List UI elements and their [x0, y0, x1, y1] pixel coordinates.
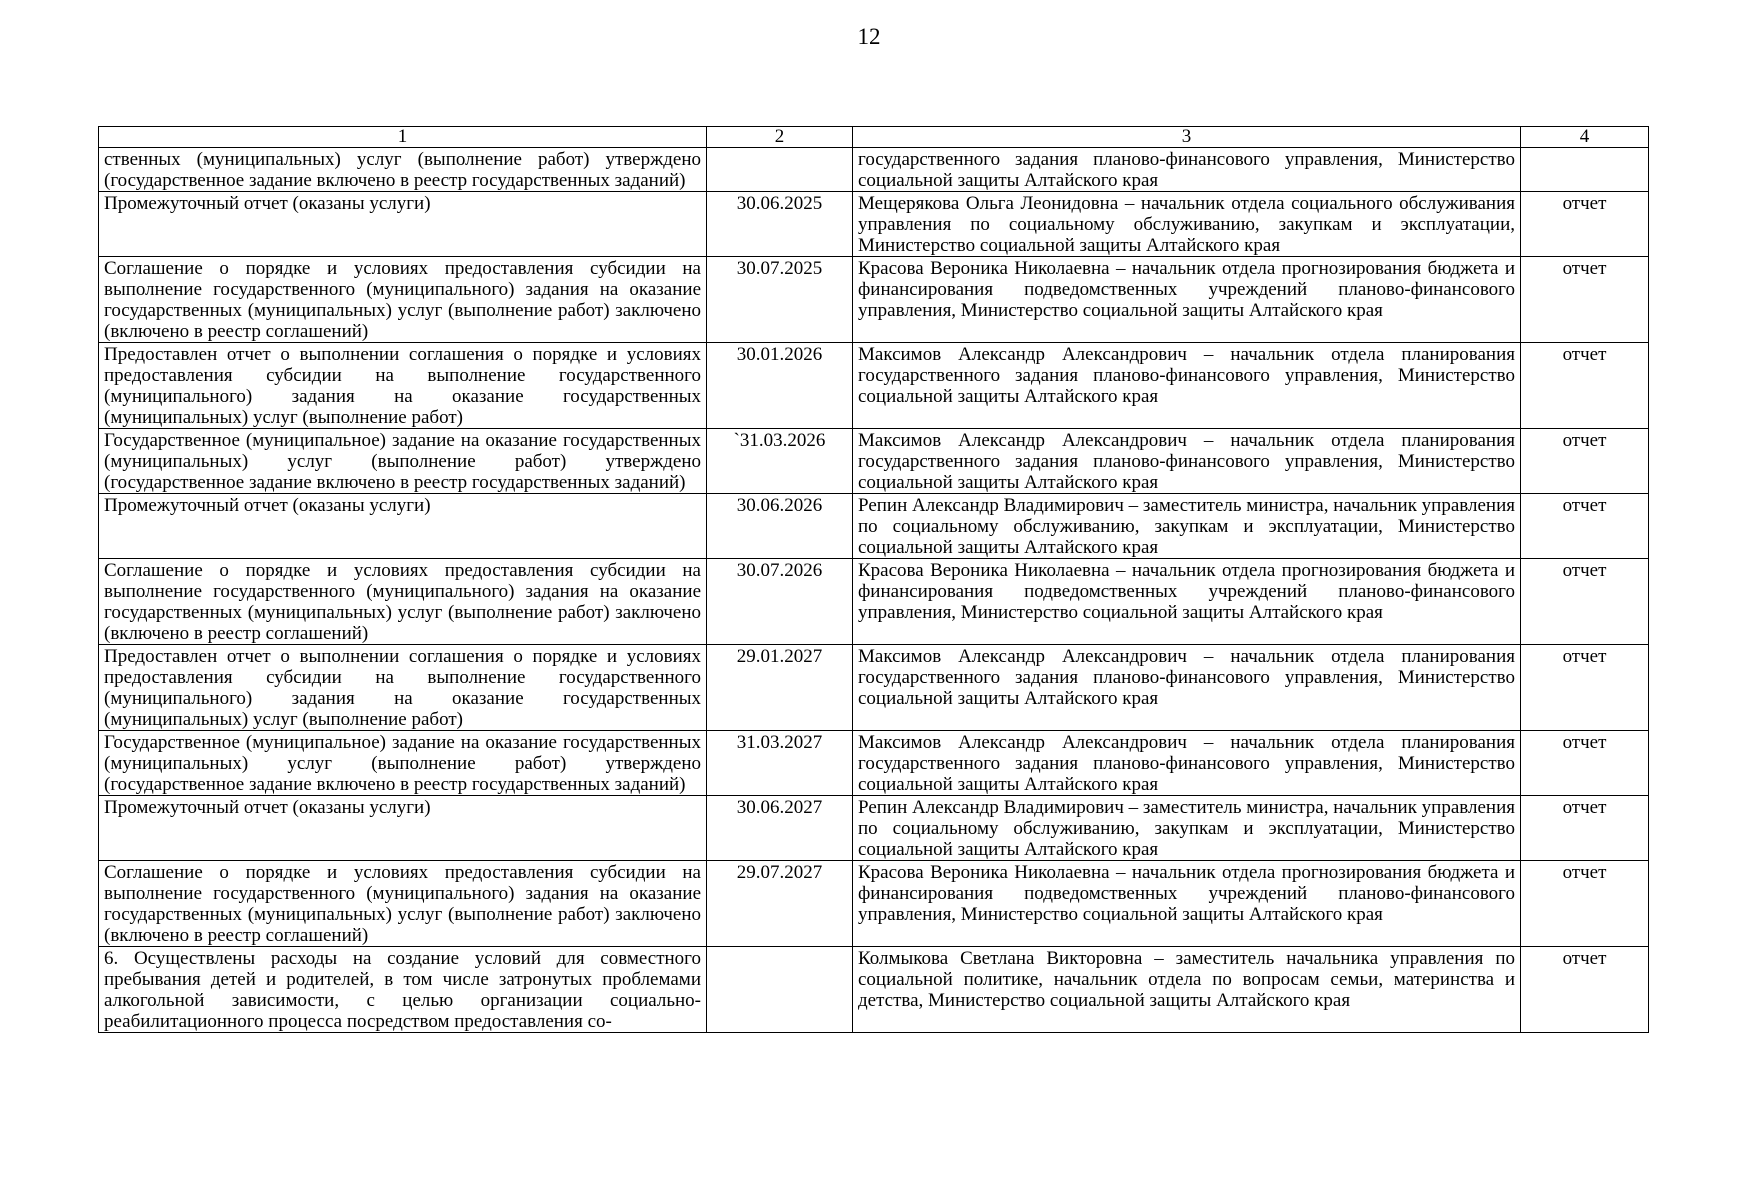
table-row	[99, 494, 1649, 559]
table-row	[99, 148, 1649, 192]
responsible-cell: Максимов Александр Александрович – начальник отдела планирования государственного задания планово-финансового управления, Министерство социальной защиты Алтайского края	[853, 645, 1521, 731]
date-cell: 30.06.2025	[707, 192, 853, 257]
event-cell: Соглашение о порядке и условиях предоставления субсидии на выполнение государственного (муниципального) задания на оказание государственных (муниципальных) услуг (выполнение работ) заключено (включено в реестр соглашений)	[99, 257, 707, 343]
document-cell: отчет	[1521, 861, 1649, 947]
event-cell: Промежуточный отчет (оказаны услуги)	[99, 494, 707, 559]
date-cell: 30.07.2026	[707, 559, 853, 645]
event-cell: Промежуточный отчет (оказаны услуги)	[99, 796, 707, 861]
document-cell: отчет	[1521, 494, 1649, 559]
event-cell: Соглашение о порядке и условиях предоставления субсидии на выполнение государственного (муниципального) задания на оказание государственных (муниципальных) услуг (выполнение работ) заключено (включено в реестр соглашений)	[99, 559, 707, 645]
event-cell: Промежуточный отчет (оказаны услуги)	[99, 192, 707, 257]
table-row	[99, 947, 1649, 1033]
responsible-cell: Максимов Александр Александрович – начальник отдела планирования государственного задания планово-финансового управления, Министерство социальной защиты Алтайского края	[853, 429, 1521, 494]
table-row	[99, 559, 1649, 645]
responsible-cell: Репин Александр Владимирович – заместитель министра, начальник управления по социальному обслуживанию, закупкам и эксплуатации, Министерство социальной защиты Алтайского края	[853, 494, 1521, 559]
responsible-cell: Максимов Александр Александрович – начальник отдела планирования государственного задания планово-финансового управления, Министерство социальной защиты Алтайского края	[853, 731, 1521, 796]
column-number-2: 2	[707, 127, 853, 148]
event-cell: Соглашение о порядке и условиях предоставления субсидии на выполнение государственного (муниципального) задания на оказание государственных (муниципальных) услуг (выполнение работ) заключено (включено в реестр соглашений)	[99, 861, 707, 947]
document-cell: отчет	[1521, 947, 1649, 1033]
date-cell	[707, 947, 853, 1033]
table-row	[99, 192, 1649, 257]
table-row	[99, 343, 1649, 429]
event-cell: Государственное (муниципальное) задание на оказание государственных (муниципальных) услуг (выполнение работ) утверждено (государственное задание включено в реестр государственных заданий)	[99, 429, 707, 494]
event-cell: Предоставлен отчет о выполнении соглашения о порядке и условиях предоставления субсидии на выполнение государственного (муниципального) задания на оказание государственных (муниципальных) услуг (выполнение работ)	[99, 645, 707, 731]
responsible-cell: Мещерякова Ольга Леонидовна – начальник отдела социального обслуживания управления по социальному обслуживанию, закупкам и эксплуатации, Министерство социальной защиты Алтайского края	[853, 192, 1521, 257]
table-row	[99, 796, 1649, 861]
event-cell: Государственное (муниципальное) задание на оказание государственных (муниципальных) услуг (выполнение работ) утверждено (государственное задание включено в реестр государственных заданий)	[99, 731, 707, 796]
responsible-cell: Красова Вероника Николаевна – начальник отдела прогнозирования бюджета и финансирования подведомственных учреждений планово-финансового управления, Министерство социальной защиты Алтайского края	[853, 559, 1521, 645]
column-number-4: 4	[1521, 127, 1649, 148]
table-row	[99, 731, 1649, 796]
event-cell: ственных (муниципальных) услуг (выполнение работ) утверждено (государственное задание включено в реестр государственных заданий)	[99, 148, 707, 192]
page-number: 12	[857, 24, 881, 49]
table-body	[99, 148, 1649, 1033]
date-cell: 30.06.2026	[707, 494, 853, 559]
column-number-1: 1	[99, 127, 707, 148]
document-cell	[1521, 148, 1649, 192]
document-cell: отчет	[1521, 429, 1649, 494]
date-cell: 29.07.2027	[707, 861, 853, 947]
responsible-cell: Максимов Александр Александрович – начальник отдела планирования государственного задания планово-финансового управления, Министерство социальной защиты Алтайского края	[853, 343, 1521, 429]
date-cell	[707, 148, 853, 192]
responsible-cell: государственного задания планово-финансового управления, Министерство социальной защиты Алтайского края	[853, 148, 1521, 192]
document-cell: отчет	[1521, 645, 1649, 731]
plan-table	[98, 126, 1649, 1033]
column-number-3: 3	[853, 127, 1521, 148]
date-cell: `31.03.2026	[707, 429, 853, 494]
column-number-row	[99, 127, 1649, 148]
document-cell: отчет	[1521, 796, 1649, 861]
document-cell: отчет	[1521, 192, 1649, 257]
document-cell: отчет	[1521, 731, 1649, 796]
document-cell: отчет	[1521, 343, 1649, 429]
table-row	[99, 257, 1649, 343]
table-row	[99, 429, 1649, 494]
date-cell: 29.01.2027	[707, 645, 853, 731]
event-cell: Предоставлен отчет о выполнении соглашения о порядке и условиях предоставления субсидии на выполнение государственного (муниципального) задания на оказание государственных (муниципальных) услуг (выполнение работ)	[99, 343, 707, 429]
date-cell: 30.01.2026	[707, 343, 853, 429]
date-cell: 30.06.2027	[707, 796, 853, 861]
date-cell: 31.03.2027	[707, 731, 853, 796]
table-row	[99, 861, 1649, 947]
document-cell: отчет	[1521, 559, 1649, 645]
responsible-cell: Красова Вероника Николаевна – начальник отдела прогнозирования бюджета и финансирования подведомственных учреждений планово-финансового управления, Министерство социальной защиты Алтайского края	[853, 861, 1521, 947]
responsible-cell: Красова Вероника Николаевна – начальник отдела прогнозирования бюджета и финансирования подведомственных учреждений планово-финансового управления, Министерство социальной защиты Алтайского края	[853, 257, 1521, 343]
document-cell: отчет	[1521, 257, 1649, 343]
event-cell: 6. Осуществлены расходы на создание условий для совместного пребывания детей и родителей, в том числе затронутых проблемами алкогольной зависимости, с целью организации социально-реабилитационного процесса посредством предоставления со-	[99, 947, 707, 1033]
responsible-cell: Колмыкова Светлана Викторовна – заместитель начальника управления по социальной политике, начальник отдела по вопросам семьи, материнства и детства, Министерство социальной защиты Алтайского края	[853, 947, 1521, 1033]
date-cell: 30.07.2025	[707, 257, 853, 343]
responsible-cell: Репин Александр Владимирович – заместитель министра, начальник управления по социальному обслуживанию, закупкам и эксплуатации, Министерство социальной защиты Алтайского края	[853, 796, 1521, 861]
table-row	[99, 645, 1649, 731]
